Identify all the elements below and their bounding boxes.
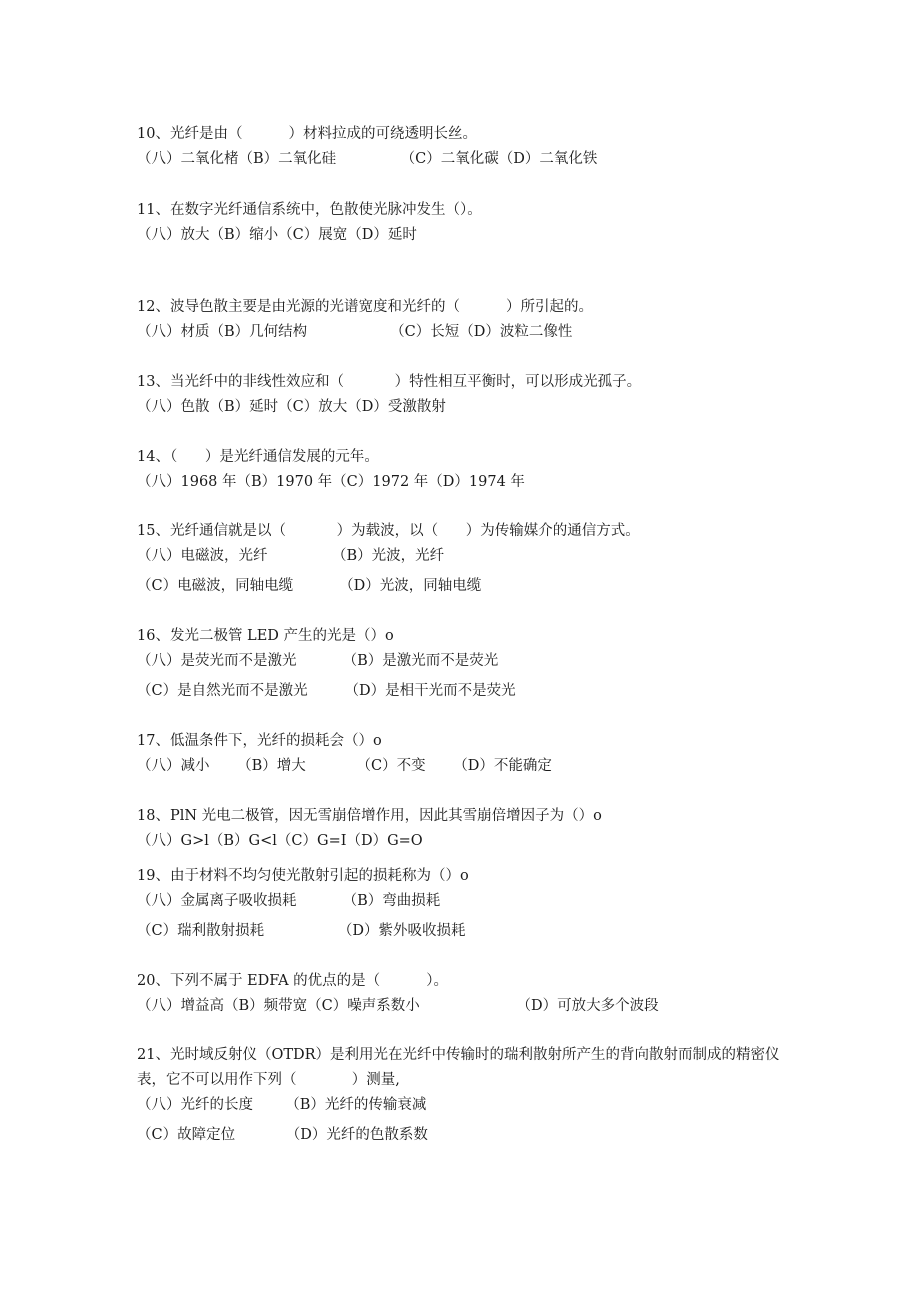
- question-12-options: （八）材质（B）几何结构 （C）长短（D）波粒二像性: [137, 324, 573, 340]
- question-13: 13、当光纤中的非线性效应和（ ）特性相互平衡时，可以形成光孤子。: [137, 374, 642, 390]
- question-20: 20、下列不属于 EDFA 的优点的是（ ）。: [137, 973, 448, 989]
- question-14-options: （八）1968 年（B）1970 年（C）1972 年（D）1974 年: [137, 474, 525, 490]
- question-21-continued: 表，它不可以用作下列（ ）测量,: [137, 1072, 400, 1088]
- question-15-options-cd: （C）电磁波，同轴电缆 （D）光波，同轴电缆: [137, 578, 482, 594]
- question-17: 17、低温条件下，光纤的损耗会（）o: [137, 733, 382, 749]
- question-16-options-cd: （C）是自然光而不是激光 （D）是相干光而不是荧光: [137, 683, 516, 699]
- question-17-options: （八）减小 （B）增大 （C）不变 （D）不能确定: [137, 758, 552, 774]
- question-13-options: （八）色散（B）延时（C）放大（D）受激散射: [137, 399, 446, 415]
- question-11: 11、在数字光纤通信系统中，色散使光脉冲发生（）。: [137, 202, 482, 218]
- question-21-options-ab: （八）光纤的长度 （B）光纤的传输衰减: [137, 1097, 427, 1113]
- question-15-options-ab: （八）电磁波，光纤 （B）光波，光纤: [137, 548, 445, 564]
- question-18-options: （八）G>l（B）G<l（C）G=I（D）G=O: [137, 833, 423, 849]
- question-14: 14、（ ）是光纤通信发展的元年。: [137, 449, 379, 465]
- question-10-options: （八）二氧化楮（B）二氧化硅 （C）二氧化碳（D）二氧化铁: [137, 151, 598, 167]
- question-12: 12、波导色散主要是由光源的光谱宽度和光纤的（ ）所引起的。: [137, 299, 594, 315]
- question-16-options-ab: （八）是荧光而不是激光 （B）是激光而不是荧光: [137, 653, 499, 669]
- question-19-options-cd: （C）瑞利散射损耗 （D）紫外吸收损耗: [137, 923, 466, 939]
- question-15: 15、光纤通信就是以（ ）为载波，以（ ）为传输媒介的通信方式。: [137, 523, 640, 539]
- question-21-options-cd: （C）故障定位 （D）光纤的色散系数: [137, 1127, 428, 1143]
- question-11-options: （八）放大（B）缩小（C）展宽（D）延时: [137, 227, 417, 243]
- question-10: 10、光纤是由（ ）材料拉成的可绕透明长丝。: [137, 126, 478, 142]
- question-18: 18、PlN 光电二极管，因无雪崩倍增作用，因此其雪崩倍增因子为（）o: [137, 808, 602, 824]
- question-19-options-ab: （八）金属离子吸收损耗 （B）弯曲损耗: [137, 893, 441, 909]
- question-20-options: （八）增益高（B）频带宽（C）噪声系数小 （D）可放大多个波段: [137, 998, 659, 1014]
- question-16: 16、发光二极管 LED 产生的光是（）o: [137, 628, 394, 644]
- question-21: 21、光时域反射仪（OTDR）是利用光在光纤中传输时的瑞利散射所产生的背向散射而制成的精密仪: [137, 1047, 780, 1063]
- question-19: 19、由于材料不均匀使光散射引起的损耗称为（）o: [137, 868, 469, 884]
